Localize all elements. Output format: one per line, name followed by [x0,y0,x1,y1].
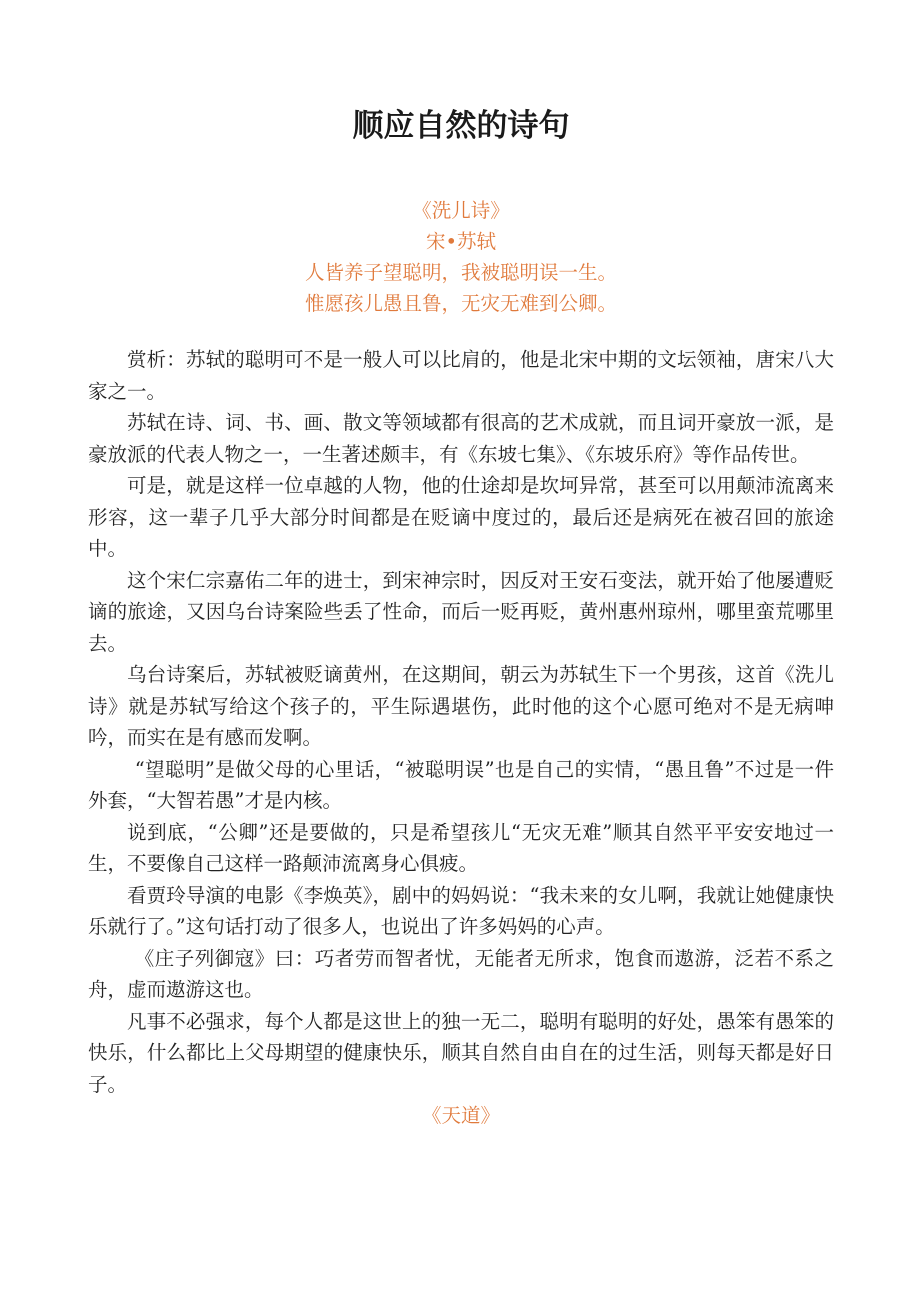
poem-line-2: 惟愿孩儿愚且鲁，无灾无难到公卿。 [304,292,617,315]
paragraph: 乌台诗案后，苏轼被贬谪黄州，在这期间，朝云为苏轼生下一个男孩，这首《洗儿诗》就是苏轼写给这个孩子的，平生际遇堪伤，此时他的这个心愿可绝对不是无病呻吟，而实在是有感而发啊。 [88,663,834,749]
paragraph: 赏析：苏轼的聪明可不是一般人可以比肩的，他是北宋中期的文坛领袖，唐宋八大家之一。 [88,348,834,403]
page-title: 顺应自然的诗句 [352,108,570,144]
paragraph: 苏轼在诗、词、书、画、散文等领域都有很高的艺术成就，而且词开豪放一派，是豪放派的代表人物之一，一生著述颇丰，有《东坡七集》、《东坡乐府》等作品传世。 [88,411,834,466]
paragraph: 凡事不必强求，每个人都是这世上的独一无二，聪明有聪明的好处，愚笨有愚笨的快乐，什么都比上父母期望的健康快乐，顺其自然自由自在的过生活，则每天都是好日子。 [88,1009,834,1096]
paragraph: 可是，就是这样一位卓越的人物，他的仕途却是坎坷异常，甚至可以用颠沛流离来形容，这一辈子几乎大部分时间都是在贬谪中度过的，最后还是病死在被召回的旅途中。 [88,474,834,560]
article-body [88,344,834,1132]
document-page [88,0,834,1132]
source-label: 《天道》 [421,1104,500,1127]
poem-name: 《洗儿诗》 [412,199,510,222]
paragraph: 这个宋仁宗嘉佑二年的进士，到宋神宗时，因反对王安石变法，就开始了他屡遭贬谪的旅途，又因乌台诗案险些丢了性命，而后一贬再贬，黄州惠州琼州，哪里蛮荒哪里去。 [88,568,834,655]
paragraph: 《庄子列御寇》曰：巧者劳而智者忧，无能者无所求，饱食而遨游，泛若不系之舟，虚而遨游这也。 [88,946,834,1001]
paragraph: “望聪明”是做父母的心里话，“被聪明误”也是自己的实情，“愚且鲁”不过是一件外套，“大智若愚”才是内核。 [88,757,834,812]
paragraph: 看贾玲导演的电影《李焕英》，剧中的妈妈说：“我未来的女儿啊，我就让她健康快乐就行了。”这句话打动了很多人，也说出了许多妈妈的心声。 [88,883,834,938]
poem-block [88,195,834,319]
poem-line-1: 人皆养子望聪明，我被聪明误一生。 [304,261,617,284]
poem-author: 宋•苏轼 [425,230,496,253]
paragraph: 说到底，“公卿”还是要做的，只是希望孩儿“无灾无难”顺其自然平平安安地过一生，不要像自己这样一路颠沛流离身心俱疲。 [88,820,834,875]
